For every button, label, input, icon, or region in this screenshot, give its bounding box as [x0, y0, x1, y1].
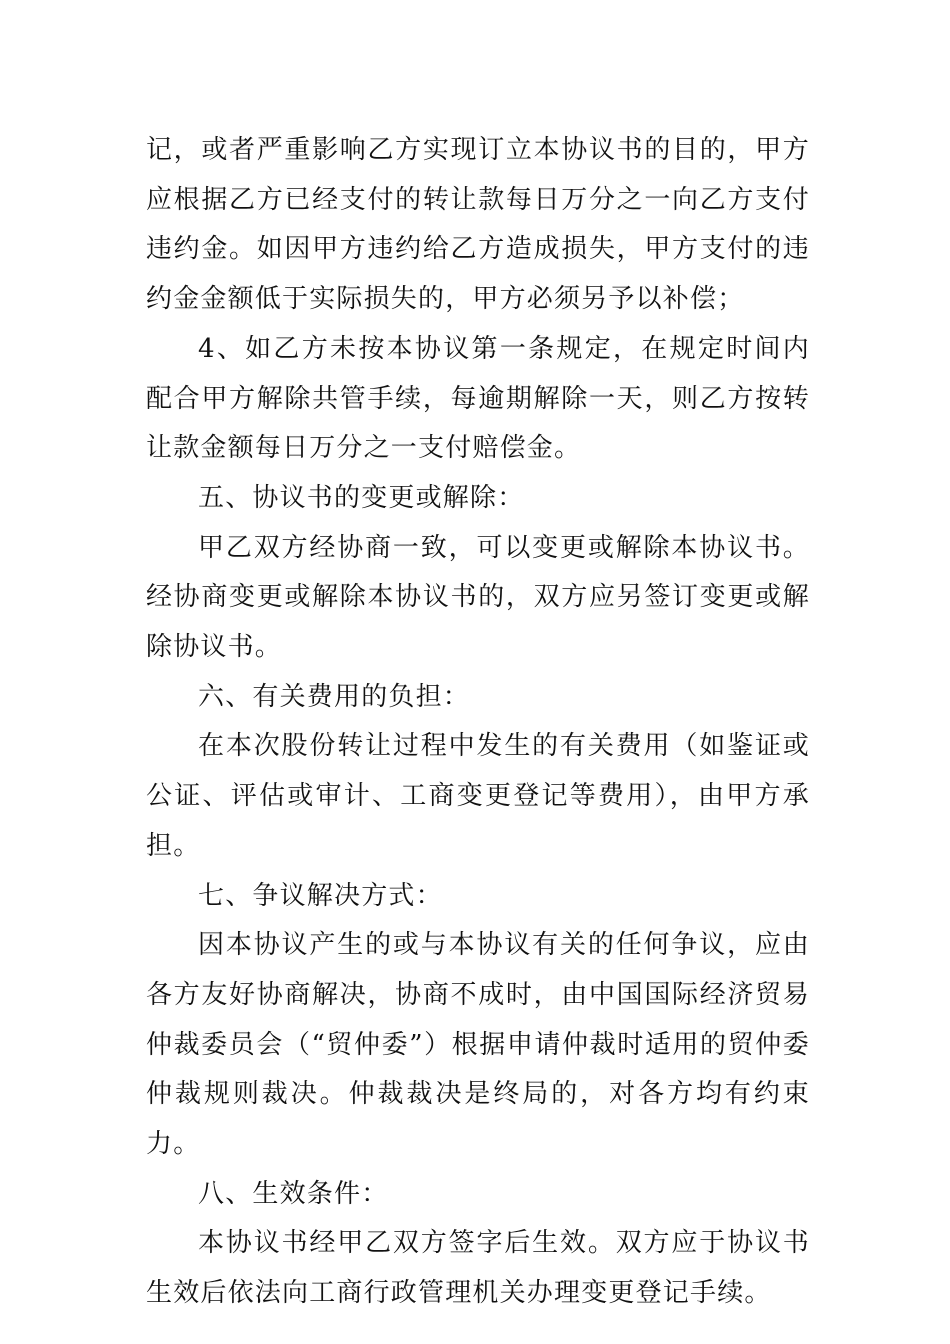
section-heading-8: 八、生效条件：: [198, 1178, 389, 1209]
document-body: [146, 126, 810, 1319]
paragraph-breach-compensation: 记，或者严重影响乙方实现订立本协议书的目的，甲方应根据乙方已经支付的转让款每日万分之一向乙方支付违约金。如因甲方违约给乙方造成损失，甲方支付的违约金金额低于实际损失的，甲方必须另予以补偿；: [146, 135, 810, 315]
paragraph-effectiveness: 本协议书经甲乙双方签字后生效。双方应于协议书生效后依法向工商行政管理机关办理变更登记手续。: [146, 1228, 810, 1309]
paragraph-fees: 在本次股份转让过程中发生的有关费用（如鉴证或公证、评估或审计、工商变更登记等费用），由甲方承担。: [146, 731, 810, 861]
paragraph-clause-4: 4、如乙方未按本协议第一条规定，在规定时间内配合甲方解除共管手续，每逾期解除一天，则乙方按转让款金额每日万分之一支付赔偿金。: [146, 333, 810, 464]
paragraph-amendment: 甲乙双方经协商一致，可以变更或解除本协议书。经协商变更或解除本协议书的，双方应另签订变更或解除协议书。: [146, 532, 810, 663]
paragraph-dispute-resolution: 因本协议产生的或与本协议有关的任何争议，应由各方友好协商解决，协商不成时，由中国国际经济贸易仲裁委员会（“贸仲委”）根据申请仲裁时适用的贸仲委仲裁规则裁决。仲裁裁决是终局的，对各方均有约束力。: [146, 930, 810, 1160]
section-heading-6: 六、有关费用的负担：: [198, 681, 471, 712]
section-heading-5: 五、协议书的变更或解除：: [198, 482, 525, 513]
section-heading-7: 七、争议解决方式：: [198, 880, 443, 911]
